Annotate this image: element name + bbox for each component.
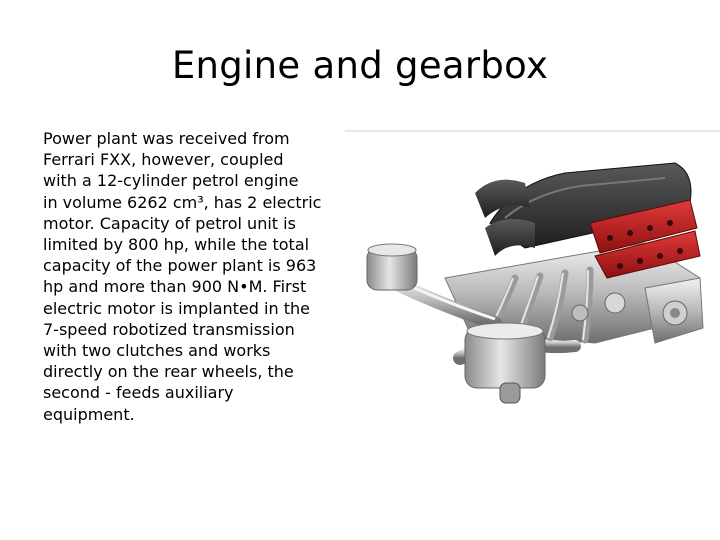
body-line: motor. Capacity of petrol unit is	[43, 213, 296, 233]
engine-photo	[345, 128, 720, 428]
body-line: capacity of the power plant is 963	[43, 256, 317, 276]
body-text	[43, 128, 345, 425]
body-line: equipment.	[43, 404, 135, 424]
body-line: Ferrari FXX, however, coupled	[43, 150, 284, 170]
body-line: 7-speed robotized transmission	[43, 319, 295, 339]
body-line: with two clutches and works	[43, 341, 271, 361]
body-line: directly on the rear wheels, the	[43, 362, 294, 382]
body-line: limited by 800 hp, while the total	[43, 235, 310, 255]
body-line: second - feeds auxiliary	[43, 383, 234, 403]
body-line: with a 12-cylinder petrol engine	[43, 171, 299, 191]
slide-title: Engine and gearbox	[171, 44, 549, 87]
body-line: electric motor is implanted in the	[43, 298, 310, 318]
body-line: Power plant was received from	[43, 129, 290, 148]
body-line: hp and more than 900 N•M. First	[43, 277, 307, 297]
body-line: in volume 6262 cm³, has 2 electric	[43, 192, 322, 212]
